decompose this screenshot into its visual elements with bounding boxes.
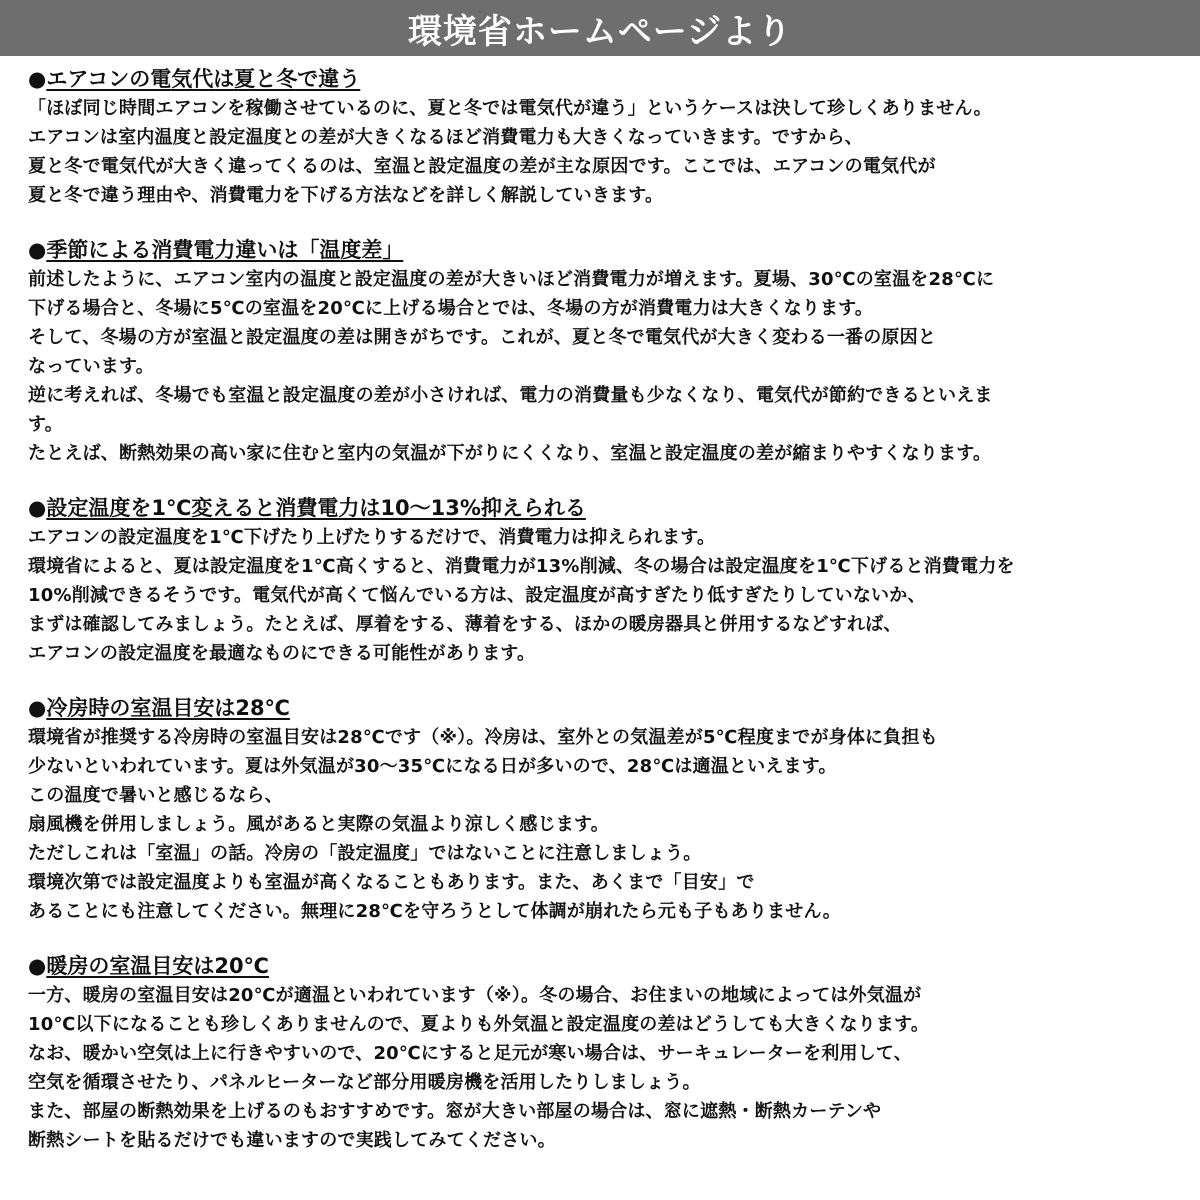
paragraph-line: また、部屋の断熱効果を上げるのもおすすめです。窓が大きい部屋の場合は、窓に遮熱・断熱カーテンや: [28, 1101, 882, 1122]
article-section: [28, 64, 1178, 210]
section-heading-text: 設定温度を1℃変えると消費電力は10〜13%抑えられる: [46, 496, 586, 520]
bullet-icon: ●: [28, 238, 47, 262]
page-title: 環境省ホームページより: [407, 11, 793, 52]
section-heading: [28, 951, 1178, 981]
paragraph-line: 環境次第では設定温度よりも室温が高くなることもあります。また、あくまで「目安」で: [28, 872, 755, 893]
paragraph-line: エアコンの設定温度を1℃下げたり上げたりするだけで、消費電力は抑えられます。: [28, 527, 716, 548]
section-heading-text: 季節による消費電力違いは「温度差」: [46, 238, 404, 262]
paragraph-line: ただしこれは「室温」の話。冷房の「設定温度」ではないことに注意しましょう。: [28, 843, 702, 864]
paragraph-line: 一方、暖房の室温目安は20℃が適温といわれています（※）。冬の場合、お住まいの地域によっては外気温が: [28, 985, 922, 1006]
paragraph-line: 10%削減できるそうです。電気代が高くて悩んでいる方は、設定温度が高すぎたり低すぎたりしていないか、: [28, 585, 926, 606]
bullet-icon: ●: [28, 696, 47, 720]
section-heading: [28, 693, 1178, 723]
article-section: [28, 235, 1178, 468]
paragraph-line: 下げる場合と、冬場に5℃の室温を20℃に上げる場合とでは、冬場の方が消費電力は大きくなります。: [28, 298, 874, 319]
section-heading-text: 冷房時の室温目安は28℃: [46, 696, 290, 720]
paragraph-line: 「ほぼ同じ時間エアコンを稼働させているのに、夏と冬では電気代が違う」というケースは決して珍しくありません。: [28, 98, 992, 119]
paragraph-line: 断熱シートを貼るだけでも違いますので実践してみてください。: [28, 1130, 556, 1151]
paragraph-line: エアコンは室内温度と設定温度との差が大きくなるほど消費電力も大きくなっていきます。ですから、: [28, 127, 863, 148]
article-section: [28, 951, 1178, 1155]
section-heading: [28, 64, 1178, 94]
paragraph-line: 環境省によると、夏は設定温度を1℃高くすると、消費電力が13%削減、冬の場合は設定温度を1℃下げると消費電力を: [28, 556, 1015, 577]
bullet-icon: ●: [28, 496, 47, 520]
paragraph-line: す。: [28, 414, 63, 435]
section-heading: [28, 493, 1178, 523]
section-heading-text: エアコンの電気代は夏と冬で違う: [46, 67, 361, 91]
paragraph-line: なっています。: [28, 356, 154, 377]
page-header: [0, 0, 1200, 56]
paragraph-line: 扇風機を併用しましょう。風があると実際の気温より涼しく感じます。: [28, 814, 609, 835]
article-body: [28, 64, 1178, 1180]
bullet-icon: ●: [28, 954, 47, 978]
paragraph-line: 少ないといわれています。夏は外気温が30〜35℃になる日が多いので、28℃は適温といえます。: [28, 756, 837, 777]
paragraph-line: 逆に考えれば、冬場でも室温と設定温度の差が小さければ、電力の消費量も少なくなり、電気代が節約できるといえま: [28, 385, 993, 406]
paragraph-line: まずは確認してみましょう。たとえば、厚着をする、薄着をする、ほかの暖房器具と併用するなどすれば、: [28, 614, 902, 635]
paragraph-line: たとえば、断熱効果の高い家に住むと室内の気温が下がりにくくなり、室温と設定温度の差が縮まりやすくなります。: [28, 443, 992, 464]
paragraph-line: そして、冬場の方が室温と設定温度の差は開きがちです。これが、夏と冬で電気代が大きく変わる一番の原因と: [28, 327, 937, 348]
article-section: [28, 493, 1178, 668]
bullet-icon: ●: [28, 67, 47, 91]
paragraph-line: あることにも注意してください。無理に28℃を守ろうとして体調が崩れたら元も子もありません。: [28, 901, 841, 922]
paragraph-line: 前述したように、エアコン室内の温度と設定温度の差が大きいほど消費電力が増えます。夏場、30℃の室温を28℃に: [28, 269, 995, 290]
section-heading: [28, 235, 1178, 265]
article-section: [28, 693, 1178, 926]
paragraph-line: 環境省が推奨する冷房時の室温目安は28℃です（※）。冷房は、室外との気温差が5℃程度までが身体に負担も: [28, 727, 938, 748]
paragraph-line: なお、暖かい空気は上に行きやすいので、20℃にすると足元が寒い場合は、サーキュレーターを利用して、: [28, 1043, 912, 1064]
paragraph-line: 空気を循環させたり、パネルヒーターなど部分用暖房機を活用したりしましょう。: [28, 1072, 701, 1093]
paragraph-line: 夏と冬で違う理由や、消費電力を下げる方法などを詳しく解説していきます。: [28, 185, 664, 206]
paragraph-line: 10℃以下になることも珍しくありませんので、夏よりも外気温と設定温度の差はどうしても大きくなります。: [28, 1014, 930, 1035]
section-heading-text: 暖房の室温目安は20℃: [46, 954, 269, 978]
paragraph-line: エアコンの設定温度を最適なものにできる可能性があります。: [28, 643, 536, 664]
paragraph-line: 夏と冬で電気代が大きく違ってくるのは、室温と設定温度の差が主な原因です。ここでは、エアコンの電気代が: [28, 156, 936, 177]
paragraph-line: この温度で暑いと感じるなら、: [28, 785, 283, 806]
